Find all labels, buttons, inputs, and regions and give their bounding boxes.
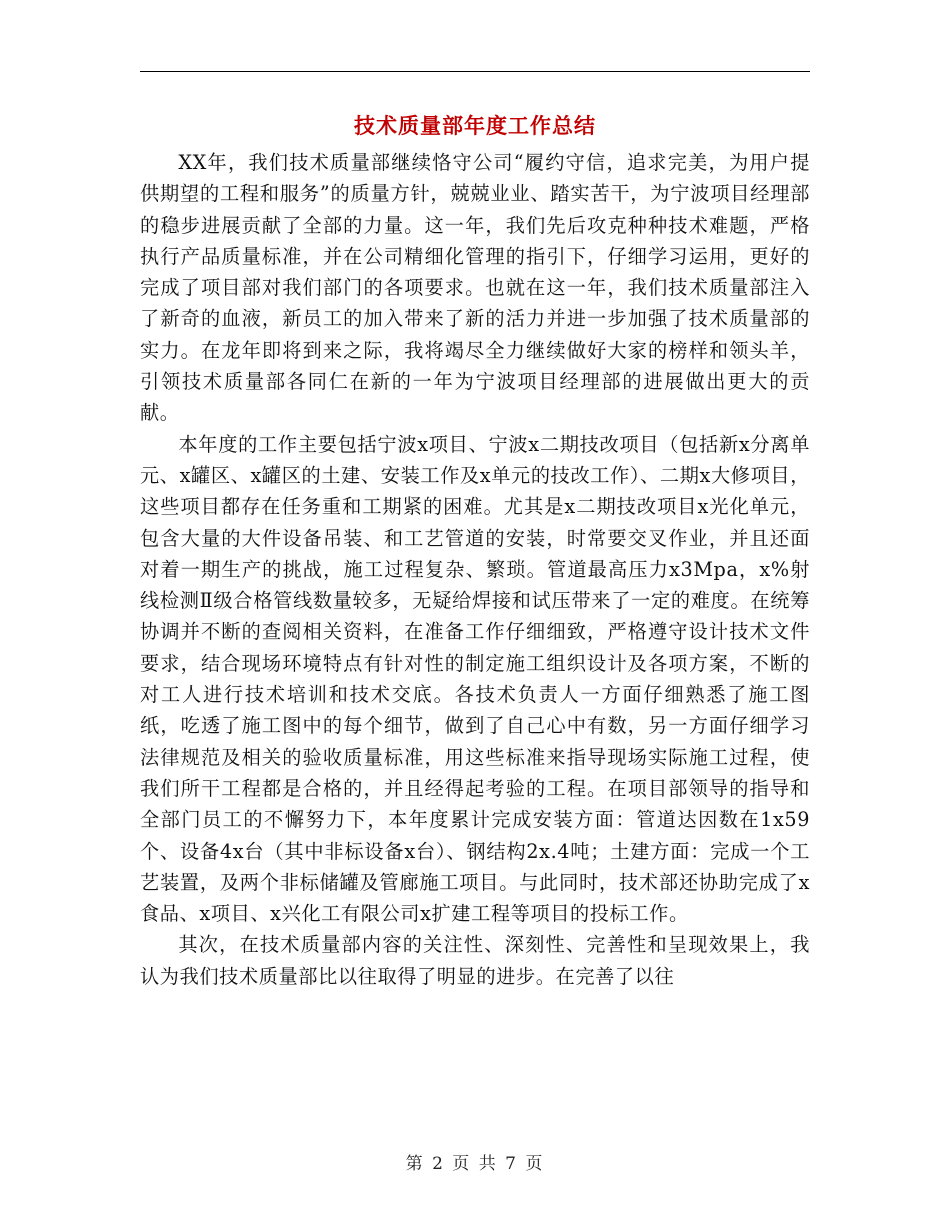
- document-title: 技术质量部年度工作总结: [354, 113, 596, 138]
- paragraph-annual-work: 本年度的工作主要包括宁波x项目、宁波x二期技改项目（包括新x分离单元、x罐区、x罐区的土建、安装工作及x单元的技改工作）、二期x大修项目，这些项目都存在任务重和工期紧的困难。尤其是x二期技改项目x光化单元，包含大量的大件设备吊装、和工艺管道的安装，时常要交叉作业，并且还面对着一期生产的挑战，施工过程复杂、繁琐。管道最高压力x3Mpa，x%射线检测Ⅱ级合格管线数量较多，无疑给焊接和试压带来了一定的难度。在统筹协调并不断的查阅相关资料，在准备工作仔细细致，严格遵守设计技术文件要求，结合现场环境特点有针对性的制定施工组织设计及各项方案，不断的对工人进行技术培训和技术交底。各技术负责人一方面仔细熟悉了施工图纸，吃透了施工图中的每个细节，做到了自己心中有数，另一方面仔细学习法律规范及相关的验收质量标准，用这些标准来指导现场实际施工过程，使我们所干工程都是合格的，并且经得起考验的工程。在项目部领导的指导和全部门员工的不懈努力下，本年度累计完成安装方面：管道达因数在1x59个、设备4x台（其中非标设备x台）、钢结构2x.4吨；土建方面：完成一个工艺装置，及两个非标储罐及管廊施工项目。与此同时，技术部还协助完成了x食品、x项目、x兴化工有限公司x扩建工程等项目的投标工作。: [140, 432, 810, 926]
- paragraph-secondly: 其次，在技术质量部内容的关注性、深刻性、完善性和呈现效果上，我认为我们技术质量部比以往取得了明显的进步。在完善了以往: [140, 933, 810, 988]
- paragraph-intro: XX年，我们技术质量部继续恪守公司“履约守信，追求完美，为用户提供期望的工程和服务”的质量方针，兢兢业业、踏实苦干，为宁波项目经理部的稳步进展贡献了全部的力量。这一年，我们先后攻克种种技术难题，严格执行产品质量标准，并在公司精细化管理的指引下，仔细学习运用，更好的完成了项目部对我们部门的各项要求。也就在这一年，我们技术质量部注入了新奇的血液，新员工的加入带来了新的活力并进一步加强了技术质量部的实力。在龙年即将到来之际，我将竭尽全力继续做好大家的榜样和领头羊，引领技术质量部各同仁在新的一年为宁波项目经理部的进展做出更大的贡献。: [140, 151, 810, 425]
- header-divider: [140, 71, 810, 72]
- document-body: [140, 147, 810, 992]
- page-number: 第 2 页 共 7 页: [405, 1154, 545, 1174]
